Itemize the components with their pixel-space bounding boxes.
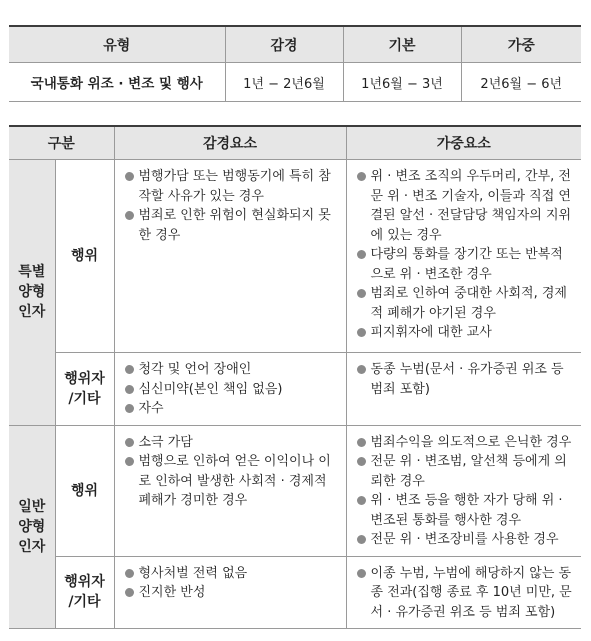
list-item: [357, 284, 574, 323]
mitigating-cell: [114, 425, 346, 556]
table-row: [9, 556, 581, 629]
bullet-icon: [357, 172, 366, 181]
table-row: [9, 63, 581, 102]
bullet-icon: [357, 569, 366, 578]
list-item: [357, 491, 574, 530]
factor-category: [9, 425, 55, 629]
bullet-icon: [125, 569, 134, 578]
factor-text: 범죄로 인한 위험이 현실화되지 못한 경우: [138, 208, 331, 243]
list-item: [125, 380, 338, 400]
table2-header: 구분: [9, 126, 114, 160]
factor-text: 청각 및 언어 장애인: [138, 362, 252, 377]
factor-subcategory: [55, 160, 114, 353]
crime-type-cell: 국내통화 위조 · 변조 및 행사: [30, 76, 203, 92]
list-item: [125, 452, 338, 511]
bullet-icon: [125, 404, 134, 413]
factor-text: 다량의 통화를 장기간 또는 반복적으로 위 · 변조한 경우: [370, 247, 563, 282]
table1-header: 가중: [461, 26, 581, 63]
factor-text: 전문 위 · 변조범, 알선책 등에게 의뢰한 경우: [370, 454, 567, 489]
bullet-icon: [125, 211, 134, 220]
list-item: [125, 167, 338, 206]
factor-category: [9, 160, 55, 426]
bullet-icon: [125, 588, 134, 597]
category-label: 일반 양형 인자: [18, 498, 46, 555]
bullet-icon: [357, 328, 366, 337]
table2-header: 가중요소: [346, 126, 581, 160]
factor-text: 범죄로 인하여 중대한 사회적, 경제적 폐해가 야기된 경우: [370, 286, 567, 321]
bullet-icon: [357, 250, 366, 259]
bullet-icon: [125, 438, 134, 447]
mitigating-cell: [114, 160, 346, 353]
list-item: [125, 433, 338, 453]
factor-subcategory: [55, 556, 114, 629]
bullet-icon: [125, 365, 134, 374]
factor-text: 형사처벌 전력 없음: [138, 565, 248, 581]
aggravating-cell: [346, 425, 581, 556]
table2-header-row: [9, 126, 581, 160]
category-label: 특별 양형 인자: [18, 264, 46, 321]
factor-subcategory: [55, 425, 114, 556]
factor-text: 범죄수익을 의도적으로 은닉한 경우: [370, 434, 572, 450]
list-item: [357, 167, 574, 245]
list-item: [125, 360, 338, 380]
bullet-icon: [357, 365, 366, 374]
list-item: [125, 399, 338, 419]
aggravated-range-cell: 2년6월 − 6년: [461, 63, 581, 102]
factor-text: 피지휘자에 대한 교사: [370, 325, 492, 340]
bullet-icon: [357, 535, 366, 544]
factor-text: 자수: [138, 401, 164, 416]
bullet-icon: [125, 385, 134, 394]
list-item: [125, 564, 338, 584]
base-range-cell: 1년6월 − 3년: [343, 63, 461, 102]
bullet-icon: [357, 457, 366, 466]
table1-header: 감경: [225, 26, 343, 63]
subcategory-label: 행위: [70, 482, 99, 499]
table-row: [9, 353, 581, 426]
sentencing-factors-table: [9, 125, 581, 629]
list-item: [357, 433, 574, 453]
aggravating-cell: [346, 160, 581, 353]
factor-text: 심신미약(본인 책임 없음): [138, 381, 283, 397]
factor-text: 전문 위 · 변조장비를 사용한 경우: [370, 532, 559, 547]
bullet-icon: [125, 172, 134, 181]
table-row: [9, 160, 581, 353]
list-item: [125, 206, 338, 245]
list-item: [357, 323, 574, 343]
list-item: [125, 583, 338, 603]
bullet-icon: [357, 289, 366, 298]
aggravating-cell: [346, 556, 581, 629]
aggravating-cell: [346, 353, 581, 426]
subcategory-label: 행위자 /기타: [64, 574, 105, 611]
table1-header: 유형: [9, 26, 225, 63]
list-item: [357, 452, 574, 491]
subcategory-label: 행위자 /기타: [64, 370, 105, 407]
factor-text: 동종 누범(문서 · 유가증권 위조 등 범죄 포함): [370, 362, 564, 397]
table1-header: 기본: [343, 26, 461, 63]
sentencing-range-table: [9, 25, 581, 102]
factor-text: 범행가담 또는 범행동기에 특히 참작할 사유가 있는 경우: [138, 169, 331, 204]
factor-subcategory: [55, 353, 114, 426]
mitigating-cell: [114, 353, 346, 426]
factor-text: 위 · 변조 조직의 우두머리, 간부, 전문 위 · 변조 기술자, 이들과 직접 연결된 알선 · 전달담당 책임자의 지위에 있는 경우: [370, 169, 572, 243]
subcategory-label: 행위: [70, 248, 99, 264]
list-item: [357, 360, 574, 399]
table2-header: 감경요소: [114, 126, 346, 160]
factor-text: 진지한 반성: [138, 585, 206, 600]
bullet-icon: [125, 457, 134, 466]
mitigating-cell: [114, 556, 346, 629]
list-item: [357, 245, 574, 284]
factor-text: 이종 누범, 누범에 해당하지 않는 동종 전과(집행 종료 후 10년 미만, 문서 · 유가증권 위조 등 범죄 포함): [370, 565, 572, 620]
bullet-icon: [357, 438, 366, 447]
bullet-icon: [357, 496, 366, 505]
list-item: [357, 564, 574, 623]
table1-header-row: [9, 26, 581, 63]
list-item: [357, 530, 574, 550]
factor-text: 소극 가담: [138, 434, 193, 450]
factor-text: 위 · 변조 등을 행한 자가 당해 위 · 변조된 통화를 행사한 경우: [370, 493, 563, 528]
table-row: [9, 425, 581, 556]
factor-text: 범행으로 인하여 얻은 이익이나 이로 인하여 발생한 사회적 · 경제적 폐해가 경미한 경우: [138, 454, 331, 508]
mitigated-range-cell: 1년 − 2년6월: [225, 63, 343, 102]
